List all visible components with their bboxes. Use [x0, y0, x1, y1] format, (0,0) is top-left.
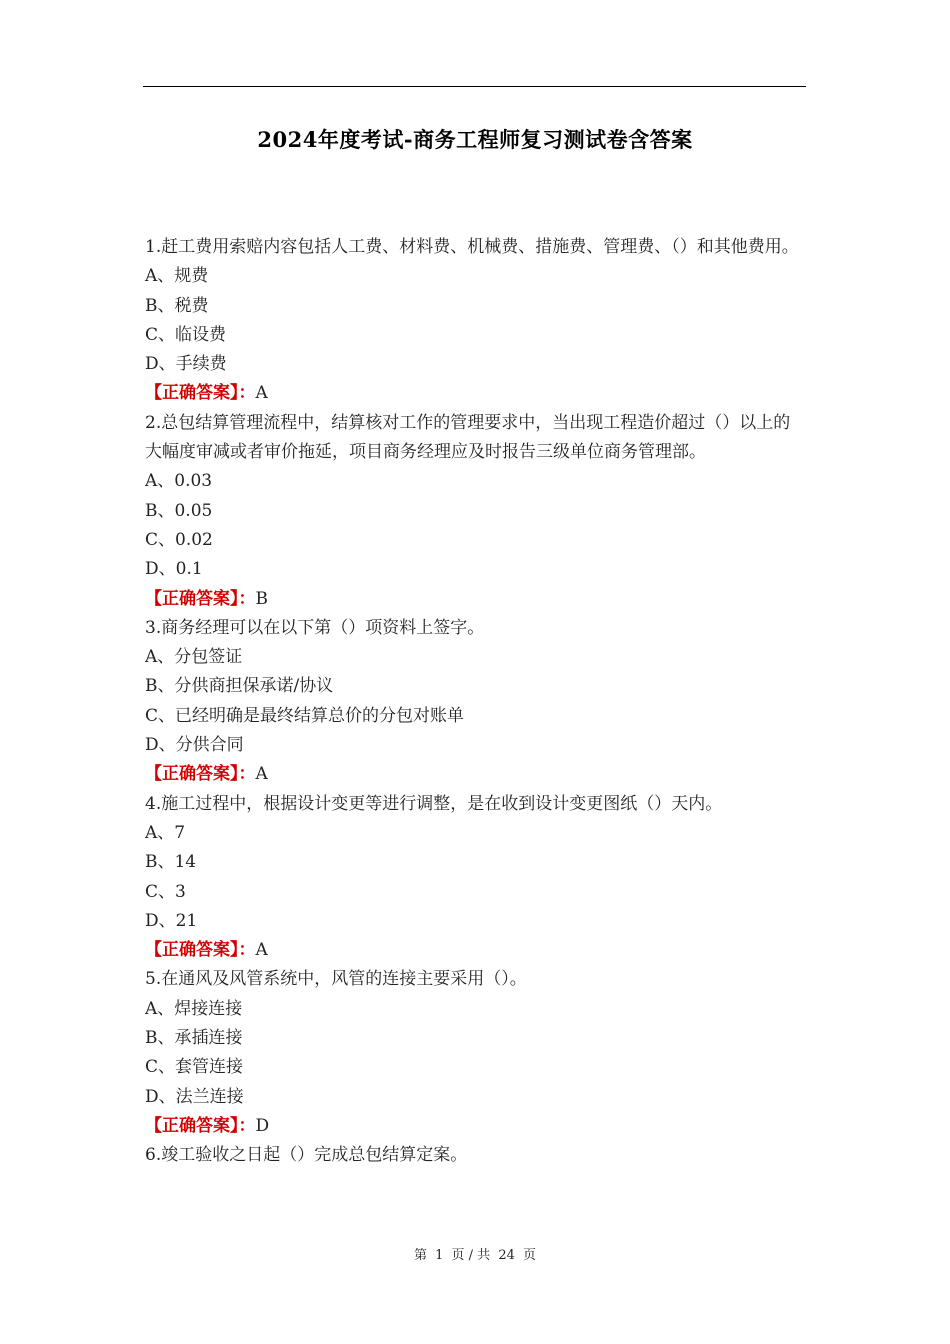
question-stem: 4.施工过程中，根据设计变更等进行调整，是在收到设计变更图纸（）天内。 [145, 793, 723, 814]
option-b: B、0.05 [145, 500, 213, 521]
answer-value: D [255, 1115, 270, 1136]
answer-value: B [255, 588, 268, 609]
option-b: B、税费 [145, 295, 209, 316]
option-d: D、0.1 [145, 559, 203, 580]
question-stem: 5.在通风及风管系统中，风管的连接主要采用（）。 [145, 969, 527, 990]
question-block [145, 409, 807, 614]
option-b: B、承插连接 [145, 1028, 243, 1049]
option-c: C、0.02 [145, 529, 213, 550]
question-block [145, 1141, 807, 1170]
answer-line [145, 1112, 807, 1141]
option-b: B、分供商担保承诺/协议 [145, 676, 334, 697]
answer-line [145, 585, 807, 614]
option-c: C、临设费 [145, 324, 227, 345]
question-block [145, 790, 807, 966]
option-c: C、套管连接 [145, 1057, 244, 1078]
answer-line [145, 379, 807, 408]
question-block [145, 233, 807, 409]
option-d: D、21 [145, 910, 198, 931]
option-a: A、0.03 [145, 471, 213, 492]
option-a: A、焊接连接 [145, 998, 243, 1019]
answer-value: A [255, 383, 268, 404]
answer-label: 【正确答案】： [145, 764, 256, 785]
header-rule [143, 86, 806, 87]
option-c: C、3 [145, 881, 186, 902]
question-stem: 2.总包结算管理流程中，结算核对工作的管理要求中，当出现工程造价超过（）以上的大幅度审减或者审价拖延，项目商务经理应及时报告三级单位商务管理部。 [145, 412, 791, 463]
option-b: B、14 [145, 852, 197, 873]
option-a: A、规费 [145, 266, 209, 287]
answer-line [145, 760, 807, 789]
question-block [145, 614, 807, 790]
option-a: A、7 [145, 822, 186, 843]
option-d: D、手续费 [145, 354, 227, 375]
question-list [145, 233, 807, 1171]
total-pages-number: 24 [498, 1248, 515, 1263]
option-c: C、已经明确是最终结算总价的分包对账单 [145, 705, 465, 726]
answer-label: 【正确答案】： [145, 940, 256, 961]
current-page-number: 1 [435, 1248, 444, 1263]
footer-prefix: 第 [413, 1248, 427, 1263]
footer-middle: 页 / 共 [451, 1248, 491, 1263]
page-title: 2024年度考试-商务工程师复习测试卷含答案 [257, 127, 693, 152]
answer-label: 【正确答案】： [145, 588, 256, 609]
option-d: D、分供合同 [145, 735, 244, 756]
option-a: A、分包签证 [145, 647, 243, 668]
footer-suffix: 页 [523, 1248, 537, 1263]
question-stem: 6.竣工验收之日起（）完成总包结算定案。 [145, 1145, 468, 1166]
question-stem: 3.商务经理可以在以下第（）项资料上签字。 [145, 617, 485, 638]
answer-label: 【正确答案】： [145, 383, 256, 404]
question-block [145, 965, 807, 1141]
option-d: D、法兰连接 [145, 1086, 244, 1107]
answer-value: A [255, 764, 268, 785]
answer-line [145, 936, 807, 965]
question-stem: 1.赶工费用索赔内容包括人工费、材料费、机械费、措施费、管理费、（）和其他费用。 [145, 237, 799, 257]
page-footer [0, 1244, 950, 1263]
answer-value: A [255, 940, 268, 961]
answer-label: 【正确答案】： [145, 1115, 256, 1136]
